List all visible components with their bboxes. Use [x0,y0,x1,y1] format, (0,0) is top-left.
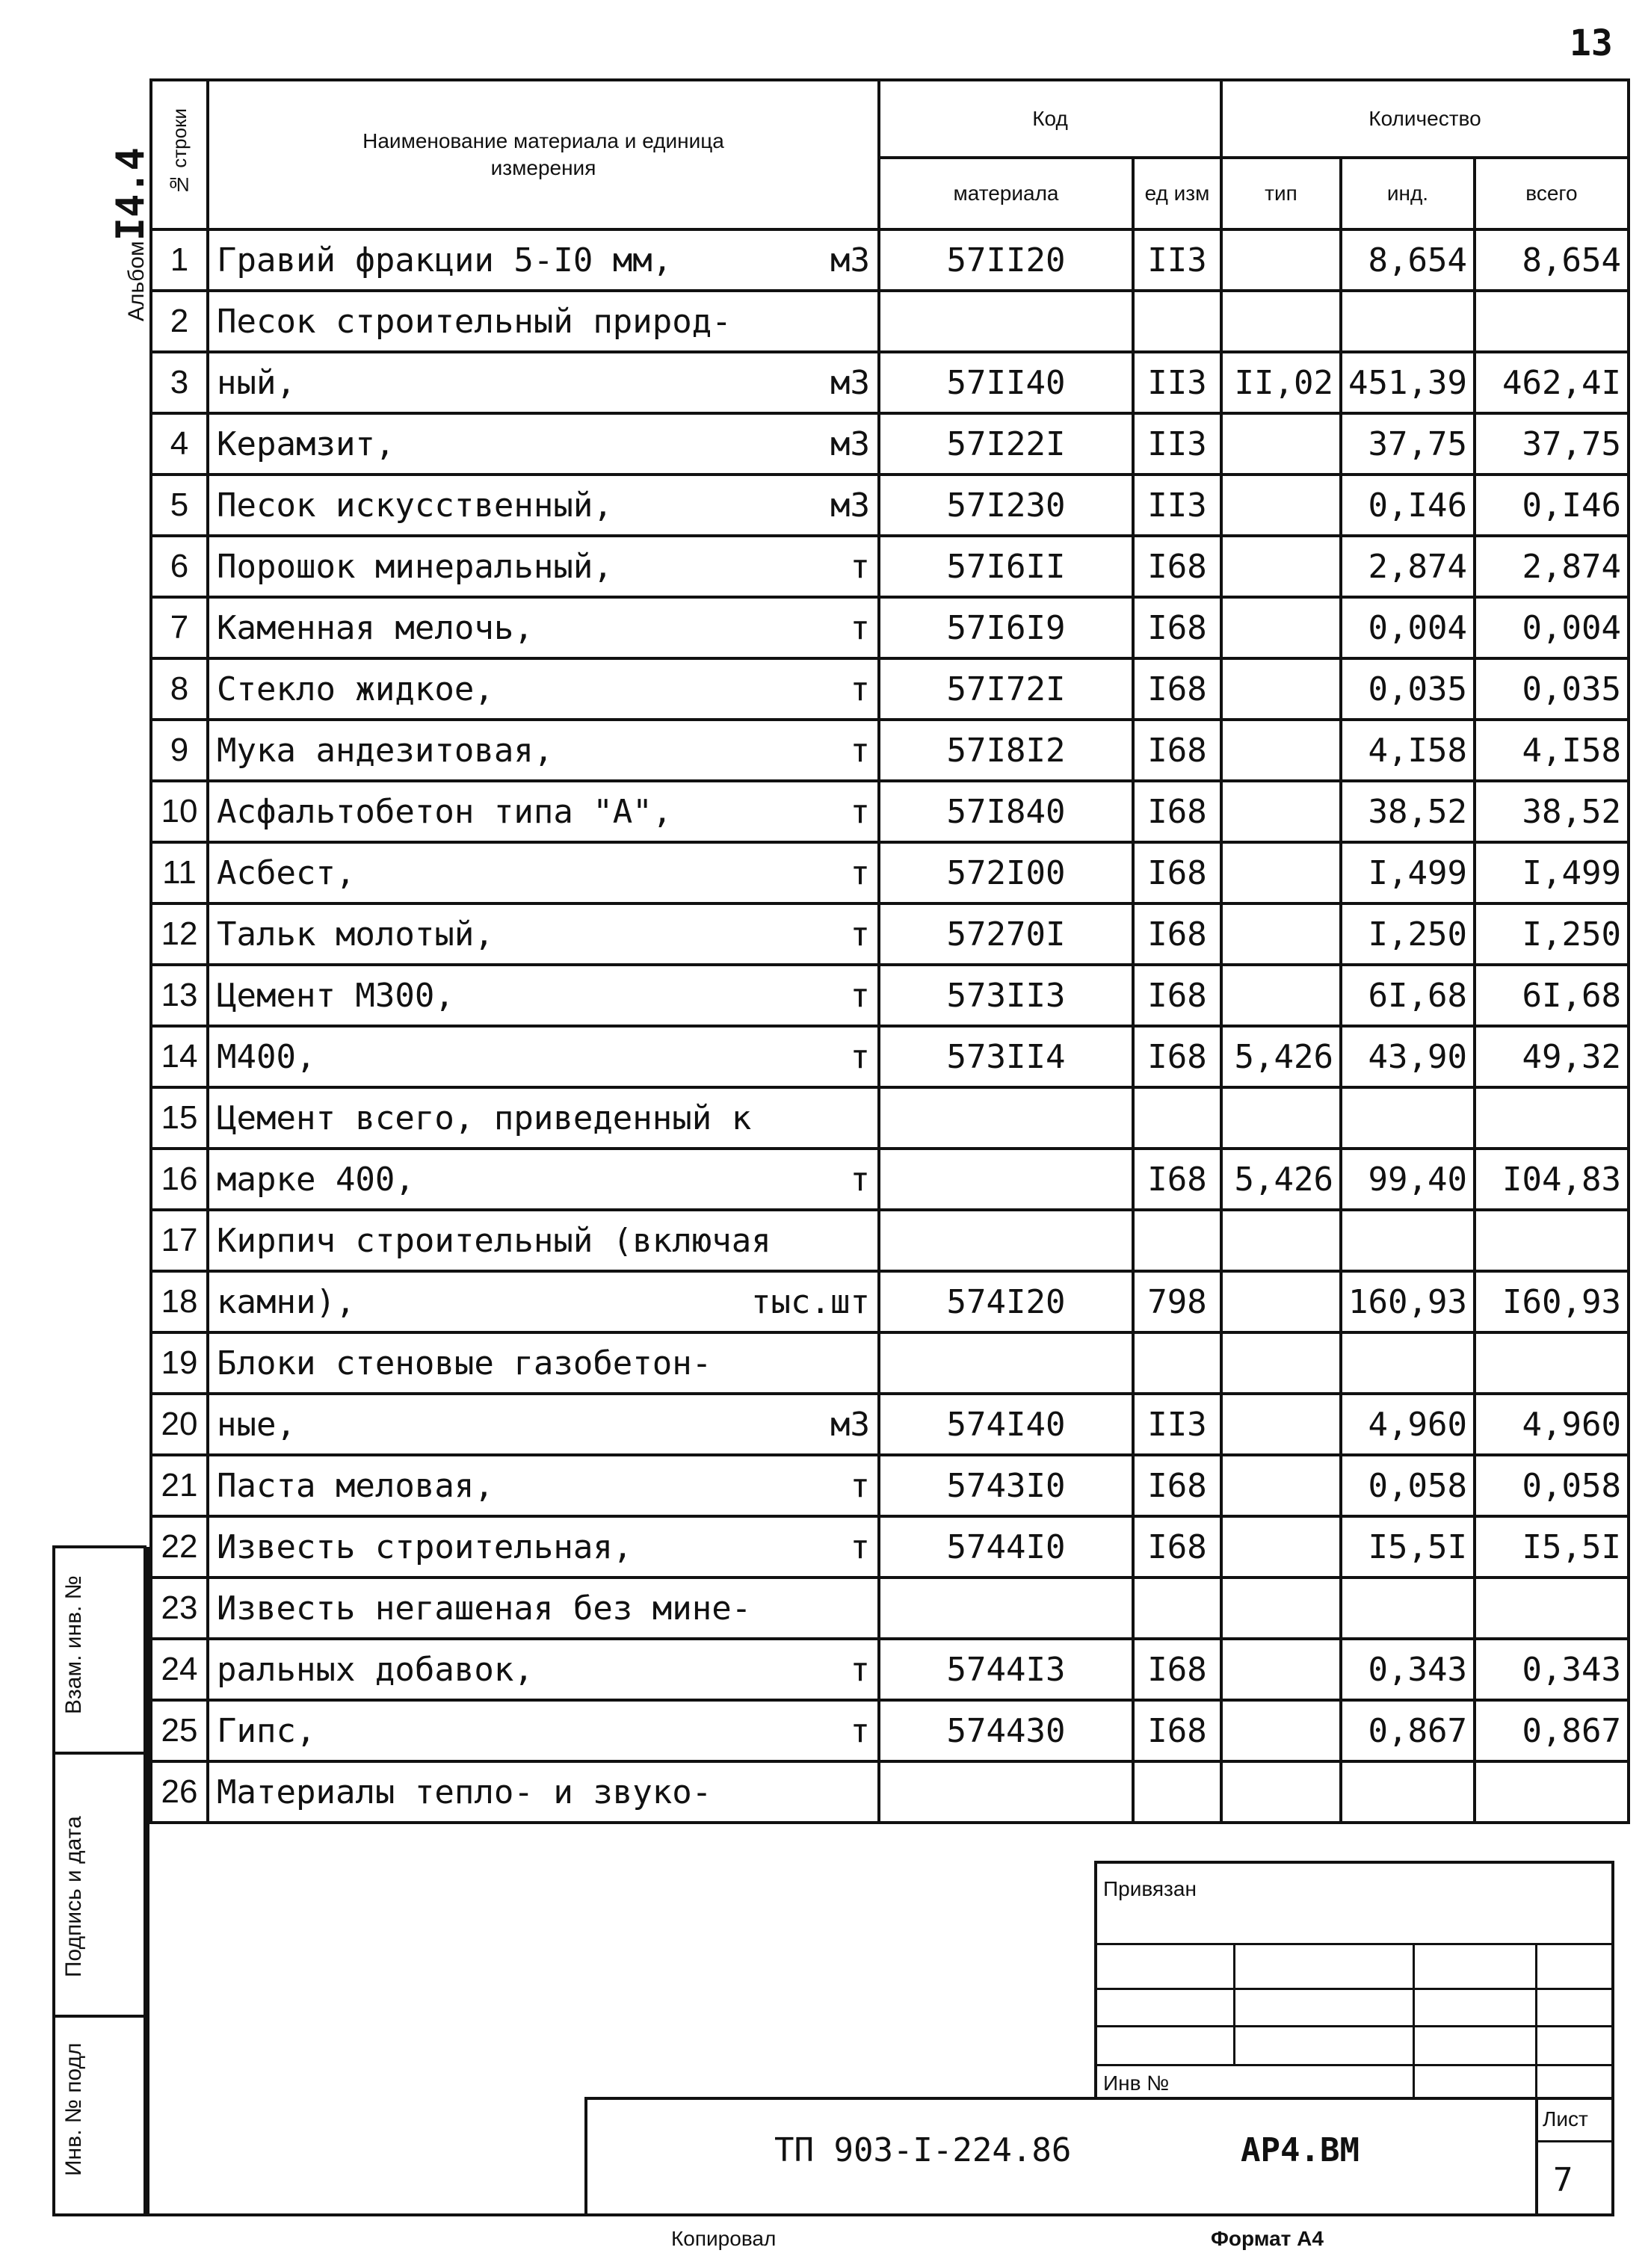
table-row [151,1394,1629,1455]
row-number: 23 [151,1578,208,1639]
qty-total [1475,1332,1629,1394]
row-number: 13 [151,965,208,1026]
unit-code: I68 [1133,965,1221,1026]
material-name: М400, [217,1037,316,1076]
material-name-cell [208,413,879,475]
material-code [879,1578,1133,1639]
material-unit: т [850,1527,870,1566]
material-unit: м3 [830,1405,870,1444]
table-row [151,1271,1629,1332]
material-code [879,1332,1133,1394]
qty-type [1221,903,1341,965]
table-row [151,842,1629,903]
material-name: Материалы тепло- и звуко- [217,1773,712,1811]
qty-total: 37,75 [1475,413,1629,475]
stamp-privyazan: Привязан [1103,1877,1197,1900]
table-row [151,1761,1629,1823]
material-name: Порошок минеральный, [217,547,613,586]
row-number: 7 [151,597,208,658]
table-row [151,475,1629,536]
material-name: Керамзит, [217,424,395,463]
row-number: 2 [151,291,208,352]
qty-type [1221,1332,1341,1394]
material-code: 57I72I [879,658,1133,720]
unit-code [1133,1210,1221,1271]
material-name-cell [208,965,879,1026]
header-code-material: материала [879,158,1133,229]
material-unit: т [850,1466,870,1505]
qty-total: 0,058 [1475,1455,1629,1516]
material-name: Гипс, [217,1711,316,1750]
header-qty-total: всего [1475,158,1629,229]
material-name: Песок искусственный, [217,486,613,525]
qty-total [1475,1210,1629,1271]
material-code: 57I8I2 [879,720,1133,781]
stamp-inv-podl [52,2015,146,2216]
material-name: ральных добавок, [217,1650,534,1689]
material-name-cell [208,1026,879,1087]
qty-type [1221,1210,1341,1271]
material-code: 5743I0 [879,1455,1133,1516]
qty-type [1221,781,1341,842]
footer-format: Формат А4 [1211,2227,1324,2250]
frame-left-line [146,1547,149,2216]
header-name: Наименование материала и единица измерения [208,80,879,229]
stamp-podpis-data [52,1752,146,2018]
title-block-list-vline [1535,2097,1538,2216]
page-number: 13 [1570,22,1613,64]
qty-type [1221,1578,1341,1639]
material-code: 5744I0 [879,1516,1133,1578]
material-unit: т [850,976,870,1015]
material-unit: м3 [830,424,870,463]
material-unit: м3 [830,363,870,402]
stamp-podpis-data-label: Подпись и дата [61,1816,86,1977]
qty-total: I,250 [1475,903,1629,965]
footer-copied: Копировал [671,2227,777,2250]
unit-code [1133,1332,1221,1394]
unit-code [1133,1087,1221,1149]
qty-ind: I,499 [1341,842,1475,903]
row-number: 11 [151,842,208,903]
table-body [151,229,1629,1823]
table-row [151,658,1629,720]
material-code: 57II20 [879,229,1133,291]
row-number: 4 [151,413,208,475]
qty-ind: 4,960 [1341,1394,1475,1455]
material-unit: тыс.шт [751,1282,870,1321]
qty-total: 38,52 [1475,781,1629,842]
header-code-unit: ед изм [1133,158,1221,229]
material-unit: т [850,547,870,586]
album-label-number: I4.4 [108,147,153,241]
unit-code: I68 [1133,842,1221,903]
row-number: 10 [151,781,208,842]
table-row [151,229,1629,291]
material-unit: т [850,1711,870,1750]
qty-ind [1341,1087,1475,1149]
material-name-cell [208,1578,879,1639]
material-unit: т [850,915,870,954]
material-code: 57270I [879,903,1133,965]
material-name-cell [208,1332,879,1394]
material-name: Гравий фракции 5-I0 мм, [217,241,673,279]
row-number: 6 [151,536,208,597]
qty-type: 5,426 [1221,1149,1341,1210]
qty-ind: 4,I58 [1341,720,1475,781]
material-name-cell [208,1639,879,1700]
qty-total [1475,1761,1629,1823]
qty-total: 2,874 [1475,536,1629,597]
unit-code: II3 [1133,229,1221,291]
qty-ind: 2,874 [1341,536,1475,597]
qty-type [1221,658,1341,720]
material-name-cell [208,1516,879,1578]
row-number: 24 [151,1639,208,1700]
material-name: Кирпич строительный (включая [217,1221,771,1260]
title-block-list-hline [1535,2140,1614,2142]
album-label-prefix: Альбом [124,241,149,321]
header-qty-type: тип [1221,158,1341,229]
qty-total: 462,4I [1475,352,1629,413]
qty-type: 5,426 [1221,1026,1341,1087]
qty-total: 6I,68 [1475,965,1629,1026]
unit-code [1133,291,1221,352]
material-unit: т [850,1160,870,1199]
qty-ind: 0,035 [1341,658,1475,720]
stamp-vzam-inv [52,1545,146,1755]
material-name: Известь негашеная без мине- [217,1589,752,1628]
material-name-cell [208,658,879,720]
material-code [879,291,1133,352]
material-code [879,1087,1133,1149]
material-code: 57II40 [879,352,1133,413]
qty-total: 0,I46 [1475,475,1629,536]
material-name: Блоки стеновые газобетон- [217,1344,712,1382]
material-name-cell [208,352,879,413]
qty-ind: 0,004 [1341,597,1475,658]
qty-ind [1341,291,1475,352]
row-number: 8 [151,658,208,720]
qty-ind: 0,343 [1341,1639,1475,1700]
material-code: 574430 [879,1700,1133,1761]
list-number: 7 [1553,2161,1573,2199]
material-name: Тальк молотый, [217,915,494,954]
album-label [108,147,153,321]
table-row [151,1332,1629,1394]
table-row [151,1026,1629,1087]
row-number: 3 [151,352,208,413]
material-name: марке 400, [217,1160,415,1199]
frame-bottom-line [146,2213,1614,2216]
unit-code: II3 [1133,352,1221,413]
qty-ind: 43,90 [1341,1026,1475,1087]
unit-code: II3 [1133,475,1221,536]
qty-type [1221,965,1341,1026]
qty-total [1475,1087,1629,1149]
qty-ind [1341,1761,1475,1823]
unit-code: I68 [1133,1149,1221,1210]
qty-ind: 37,75 [1341,413,1475,475]
qty-total: 8,654 [1475,229,1629,291]
stamp-grid-vline-3 [1535,1943,1537,2100]
material-name-cell [208,1271,879,1332]
header-code-group: Код [879,80,1221,158]
qty-type [1221,720,1341,781]
material-name: Асбест, [217,853,356,892]
title-block-top-line [584,2097,1614,2100]
row-number: 14 [151,1026,208,1087]
list-label: Лист [1543,2107,1588,2131]
table-row [151,1578,1629,1639]
qty-total: 4,960 [1475,1394,1629,1455]
qty-ind: 8,654 [1341,229,1475,291]
qty-type [1221,1394,1341,1455]
table-row [151,413,1629,475]
material-name-cell [208,229,879,291]
table-row [151,1149,1629,1210]
table-row [151,536,1629,597]
row-number: 12 [151,903,208,965]
unit-code [1133,1578,1221,1639]
material-name-cell [208,291,879,352]
qty-ind: 160,93 [1341,1271,1475,1332]
material-code: 5744I3 [879,1639,1133,1700]
material-code: 57I6II [879,536,1133,597]
material-name: Известь строительная, [217,1527,633,1566]
unit-code: 798 [1133,1271,1221,1332]
unit-code: I68 [1133,1455,1221,1516]
qty-type [1221,536,1341,597]
material-name-cell [208,1761,879,1823]
qty-ind: 0,I46 [1341,475,1475,536]
material-code: 57I22I [879,413,1133,475]
material-name-cell [208,475,879,536]
stamp-grid-vline-2 [1413,1943,1415,2100]
row-number: 22 [151,1516,208,1578]
material-unit: т [850,731,870,770]
qty-type [1221,842,1341,903]
material-name-cell [208,1394,879,1455]
table-row [151,720,1629,781]
qty-ind: 6I,68 [1341,965,1475,1026]
stamp-inv-podl-label: Инв. № подл [61,2042,86,2176]
qty-type [1221,291,1341,352]
qty-type [1221,1639,1341,1700]
material-unit: м3 [830,241,870,279]
material-name: Песок строительный природ- [217,302,732,341]
material-name-cell [208,1149,879,1210]
qty-type [1221,475,1341,536]
header-row-no: № строки [151,80,208,229]
row-number: 15 [151,1087,208,1149]
qty-total: I5,5I [1475,1516,1629,1578]
unit-code: I68 [1133,1516,1221,1578]
unit-code: I68 [1133,658,1221,720]
qty-total: 0,004 [1475,597,1629,658]
qty-type [1221,1271,1341,1332]
table-row [151,597,1629,658]
material-name-cell [208,842,879,903]
row-number: 25 [151,1700,208,1761]
table-row [151,1210,1629,1271]
qty-type [1221,1700,1341,1761]
qty-ind: 0,058 [1341,1455,1475,1516]
unit-code: II3 [1133,413,1221,475]
qty-total: I04,83 [1475,1149,1629,1210]
qty-ind [1341,1578,1475,1639]
doc-code: ТП 903-I-224.86 [774,2131,1072,2169]
material-name: Каменная мелочь, [217,608,534,647]
qty-type: II,02 [1221,352,1341,413]
row-number: 26 [151,1761,208,1823]
material-name-cell [208,1087,879,1149]
unit-code [1133,1761,1221,1823]
material-code: 574I20 [879,1271,1133,1332]
material-name: Цемент всего, приведенный к [217,1099,752,1137]
unit-code: I68 [1133,720,1221,781]
material-name-cell [208,1210,879,1271]
qty-ind: I,250 [1341,903,1475,965]
row-number: 16 [151,1149,208,1210]
material-name: Стекло жидкое, [217,670,494,708]
material-code: 573II3 [879,965,1133,1026]
material-name: ный, [217,363,296,402]
qty-type [1221,1761,1341,1823]
qty-total: 0,343 [1475,1639,1629,1700]
row-number: 5 [151,475,208,536]
material-unit: м3 [830,486,870,525]
stamp-top-line [1094,1861,1614,1864]
table-row [151,352,1629,413]
qty-ind [1341,1332,1475,1394]
material-name-cell [208,1700,879,1761]
qty-total: 49,32 [1475,1026,1629,1087]
unit-code: I68 [1133,536,1221,597]
unit-code: I68 [1133,1700,1221,1761]
materials-table [149,78,1630,1824]
qty-type [1221,229,1341,291]
title-block-left-line [584,2097,587,2216]
qty-total: 4,I58 [1475,720,1629,781]
material-code: 572I00 [879,842,1133,903]
qty-total [1475,291,1629,352]
material-name-cell [208,536,879,597]
stamp-grid-vline-1 [1233,1943,1235,2064]
table-row [151,965,1629,1026]
material-name: Мука андезитовая, [217,731,554,770]
material-code [879,1210,1133,1271]
stamp-vzam-inv-label: Взам. инв. № [61,1575,86,1714]
material-unit: т [850,608,870,647]
row-number: 20 [151,1394,208,1455]
qty-type [1221,597,1341,658]
qty-ind: I5,5I [1341,1516,1475,1578]
material-code: 57I6I9 [879,597,1133,658]
material-name-cell [208,1455,879,1516]
unit-code: I68 [1133,781,1221,842]
material-name-cell [208,597,879,658]
row-number: 18 [151,1271,208,1332]
material-name: Паста меловая, [217,1466,494,1505]
qty-ind: 99,40 [1341,1149,1475,1210]
material-name-cell [208,720,879,781]
qty-type [1221,1516,1341,1578]
unit-code: I68 [1133,1026,1221,1087]
qty-total: 0,035 [1475,658,1629,720]
unit-code: I68 [1133,597,1221,658]
frame-right-line [1611,1861,1614,2216]
material-code: 57I840 [879,781,1133,842]
table-row [151,1516,1629,1578]
material-code: 574I40 [879,1394,1133,1455]
table-row [151,903,1629,965]
material-name: камни), [217,1282,356,1321]
material-unit: т [850,792,870,831]
qty-total: 0,867 [1475,1700,1629,1761]
table-row [151,291,1629,352]
material-unit: т [850,853,870,892]
qty-type [1221,413,1341,475]
qty-type [1221,1087,1341,1149]
material-unit: т [850,670,870,708]
row-number: 19 [151,1332,208,1394]
qty-total [1475,1578,1629,1639]
material-name-cell [208,903,879,965]
doc-suffix: АР4.ВМ [1241,2131,1360,2169]
table-row [151,1700,1629,1761]
material-name-cell [208,781,879,842]
qty-ind [1341,1210,1475,1271]
unit-code: II3 [1133,1394,1221,1455]
material-name: Цемент М300, [217,976,454,1015]
unit-code: I68 [1133,903,1221,965]
table-row [151,1087,1629,1149]
material-unit: т [850,1037,870,1076]
material-code [879,1149,1133,1210]
row-number: 17 [151,1210,208,1271]
header-qty-ind: инд. [1341,158,1475,229]
qty-ind: 451,39 [1341,352,1475,413]
row-number: 21 [151,1455,208,1516]
table-row [151,1639,1629,1700]
table-row [151,781,1629,842]
material-code: 57I230 [879,475,1133,536]
qty-ind: 0,867 [1341,1700,1475,1761]
header-qty-group: Количество [1221,80,1629,158]
table-row [151,1455,1629,1516]
row-number: 9 [151,720,208,781]
stamp-inv-no: Инв № [1103,2071,1170,2095]
material-name: Асфальтобетон типа "А", [217,792,673,831]
material-code: 573II4 [879,1026,1133,1087]
row-number: 1 [151,229,208,291]
qty-total: I60,93 [1475,1271,1629,1332]
qty-total: I,499 [1475,842,1629,903]
unit-code: I68 [1133,1639,1221,1700]
material-name: ные, [217,1405,296,1444]
qty-ind: 38,52 [1341,781,1475,842]
qty-type [1221,1455,1341,1516]
material-code [879,1761,1133,1823]
material-unit: т [850,1650,870,1689]
